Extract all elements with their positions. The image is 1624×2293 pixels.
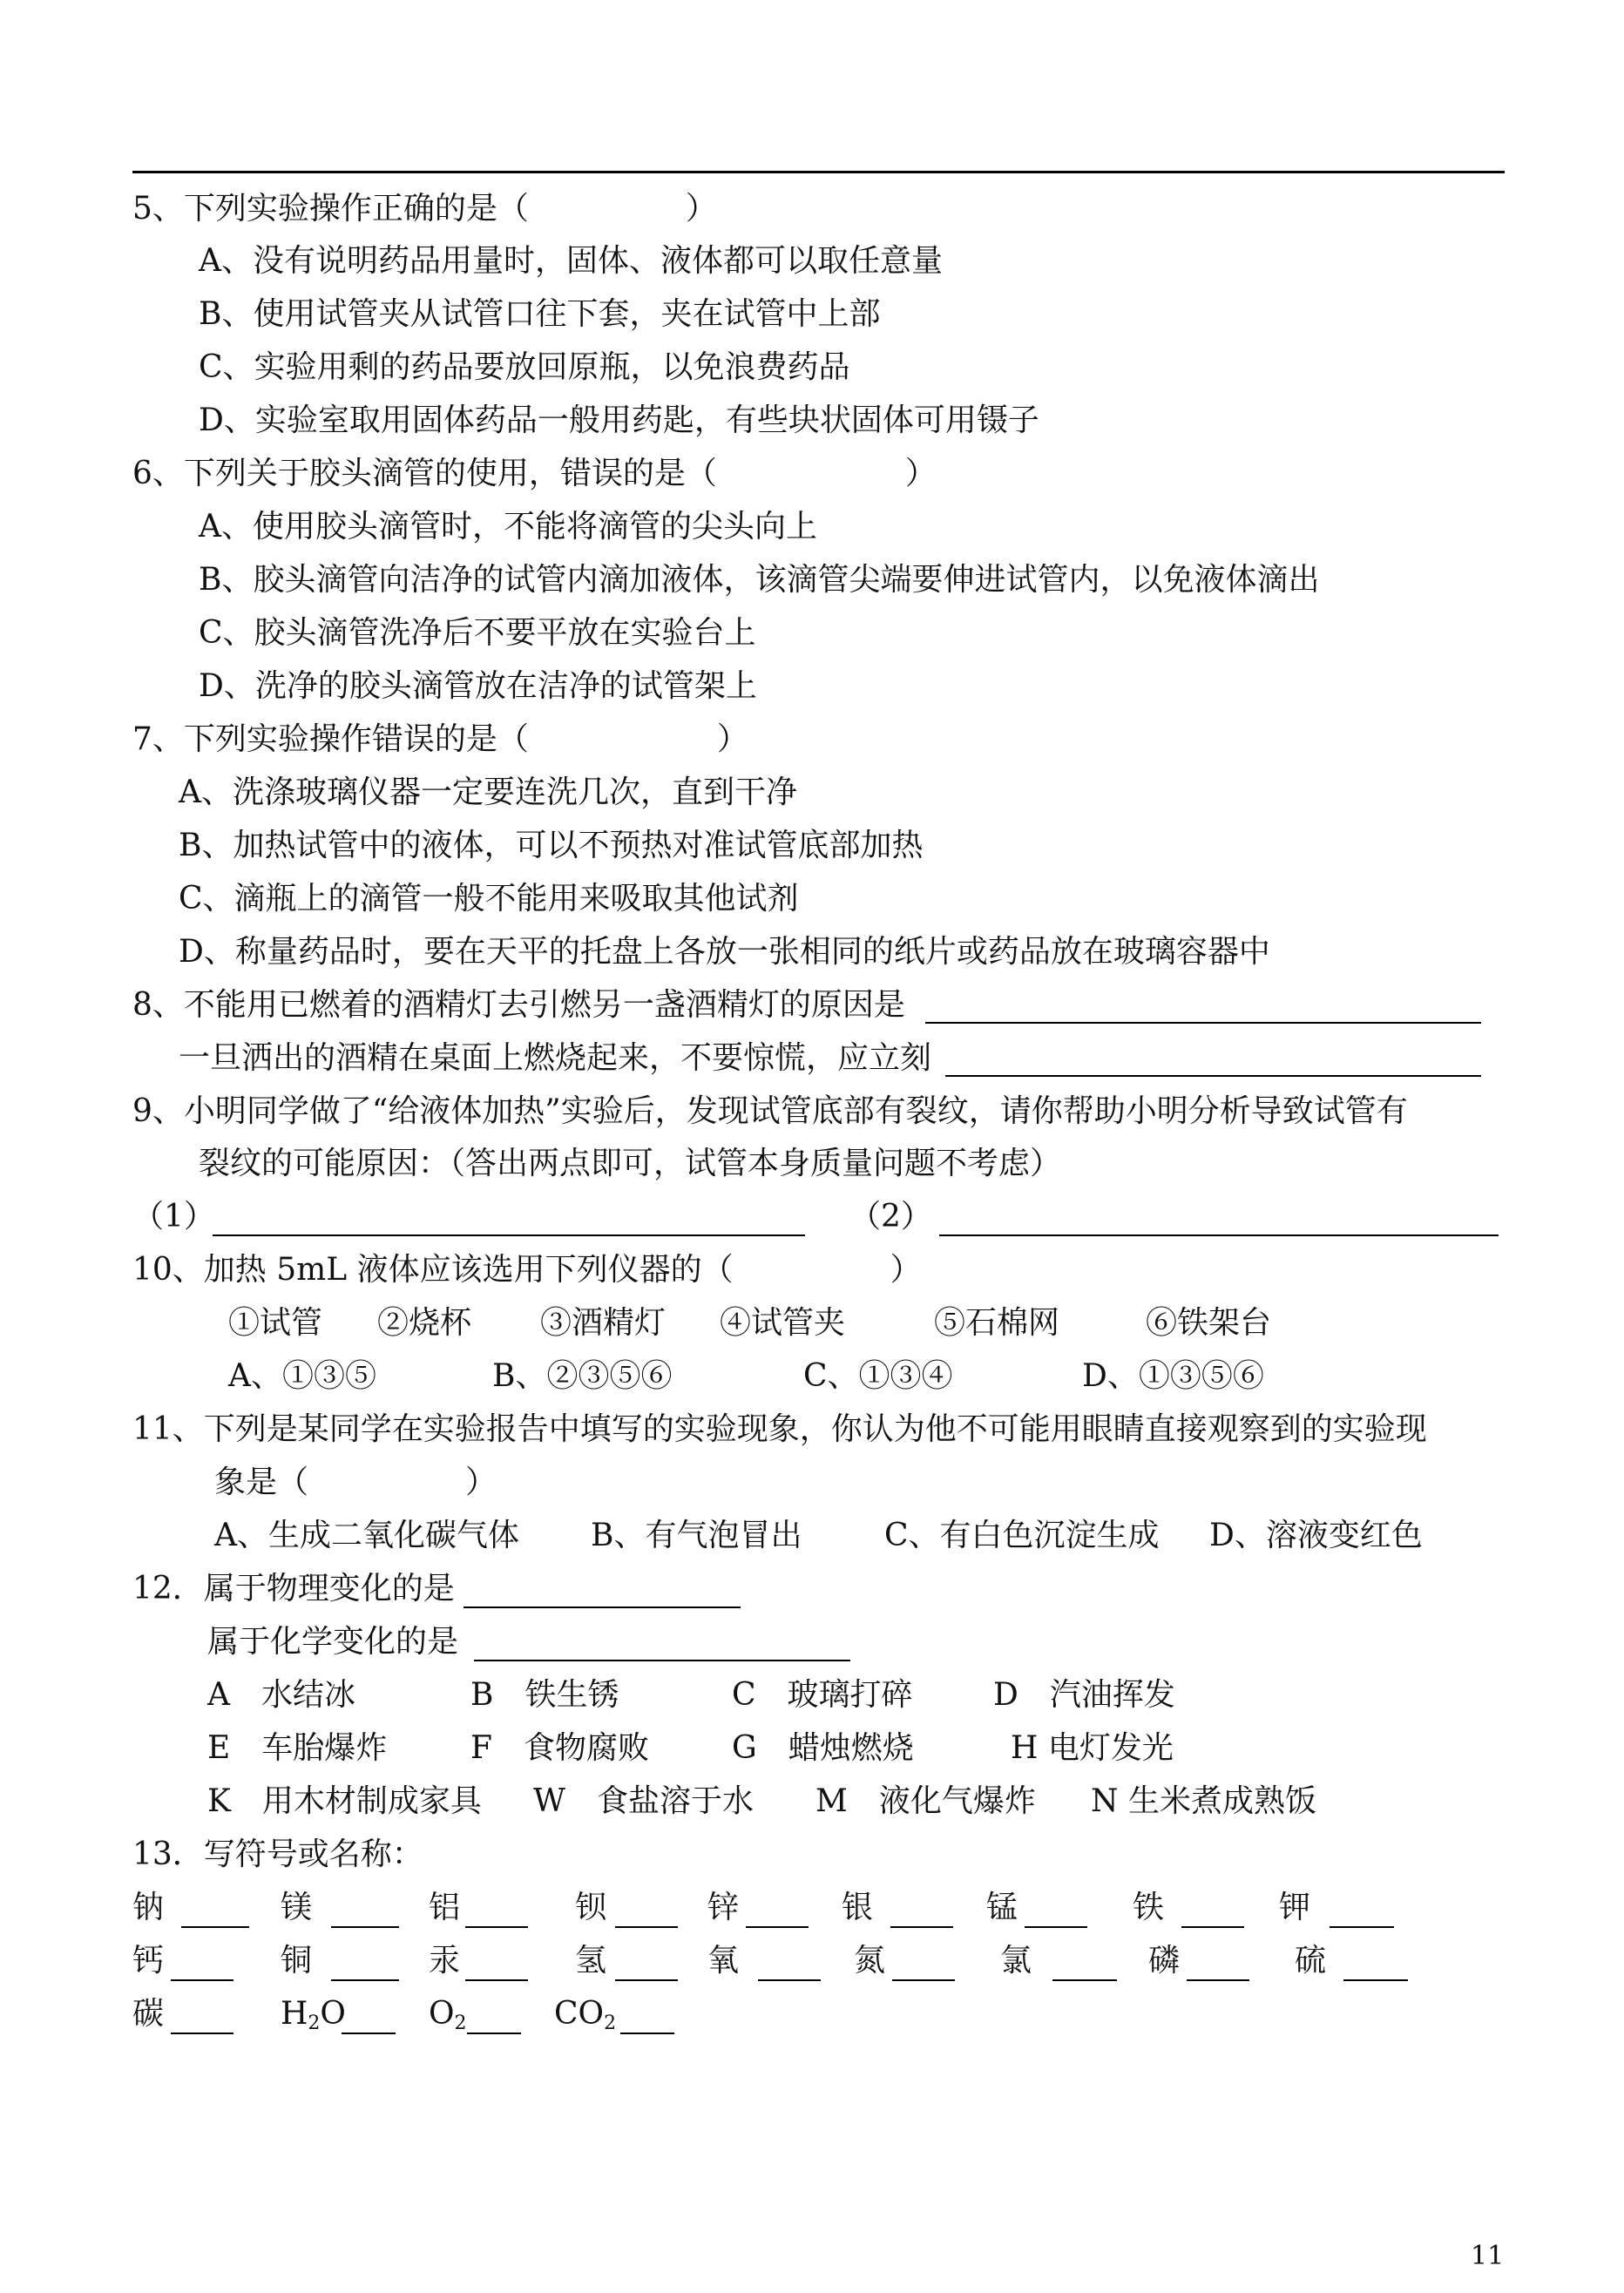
q7-stem: 7、下列实验操作错误的是（ ） (132, 721, 748, 757)
q5-option-b: B、使用试管夹从试管口往下套，夹在试管中上部 (199, 296, 881, 332)
q11-option-c: C、有白色沉淀生成 (884, 1518, 1160, 1553)
q13-blank-barium[interactable] (615, 1925, 678, 1928)
q13-element-zinc: 锌 (707, 1890, 740, 1925)
q13-element-aluminum: 铝 (429, 1890, 461, 1925)
q13-blank-o2[interactable] (467, 2032, 521, 2034)
q13-element-hydrogen: 氢 (575, 1943, 607, 1978)
page-number: 11 (1471, 2241, 1505, 2271)
q13-element-silver: 银 (842, 1890, 874, 1925)
q5-option-c: C、实验用剩的药品要放回原瓶，以免浪费药品 (199, 349, 850, 385)
q10-item-1: ①试管 (228, 1305, 323, 1341)
q13-formula-h2o (281, 1995, 346, 2043)
q10-item-3: ③酒精灯 (540, 1305, 667, 1341)
q9-answer-blank-2[interactable] (939, 1234, 1499, 1236)
q13-element-nitrogen: 氮 (854, 1943, 886, 1978)
o2-subscript: 2 (454, 2012, 467, 2034)
q10-item-5: ⑤石棉网 (934, 1305, 1060, 1341)
q10-option-d: D、①③⑤⑥ (1082, 1358, 1264, 1394)
q12-item-k: K 用木材制成家具 (207, 1783, 482, 1819)
q12-item-c: C 玻璃打碎 (732, 1677, 913, 1713)
q13-element-sulfur: 硫 (1295, 1943, 1327, 1978)
q11-line2: 象是（ ） (214, 1464, 497, 1500)
q13-element-carbon: 碳 (132, 1996, 165, 2032)
q9-label-1: （1） (132, 1199, 215, 1234)
q5-option-d: D、实验室取用固体药品一般用药匙，有些块状固体可用镊子 (199, 402, 1039, 438)
q5-option-a: A、没有说明药品用量时，固体、液体都可以取任意量 (199, 243, 943, 279)
q8-answer-blank-2[interactable] (945, 1074, 1481, 1077)
q13-blank-magnesium[interactable] (331, 1925, 399, 1928)
q11-line1: 11、下列是某同学在实验报告中填写的实验现象，你认为他不可能用眼睛直接观察到的实验现 (132, 1411, 1427, 1447)
q12-chemical-blank[interactable] (474, 1659, 850, 1661)
q13-element-mercury: 汞 (429, 1943, 461, 1978)
q12-physical-blank[interactable] (464, 1606, 741, 1608)
q11-option-a: A、生成二氧化碳气体 (214, 1518, 519, 1553)
q13-blank-sodium[interactable] (181, 1925, 249, 1928)
q10-item-4: ④试管夹 (720, 1305, 846, 1341)
q6-stem: 6、下列关于胶头滴管的使用，错误的是（ ） (132, 456, 937, 491)
q13-stem: 13．写符号或名称： (132, 1836, 423, 1872)
q13-blank-copper[interactable] (331, 1978, 399, 1981)
q13-formula-o2 (429, 1995, 467, 2043)
q13-element-magnesium: 镁 (281, 1890, 313, 1925)
q10-option-c: C、①③④ (803, 1358, 953, 1394)
q6-option-c: C、胶头滴管洗净后不要平放在实验台上 (199, 615, 756, 651)
co2-co: CO (554, 1996, 605, 2032)
q13-blank-chlorine[interactable] (1052, 1978, 1117, 1981)
q13-element-manganese: 锰 (986, 1890, 1018, 1925)
h2o-h: H (281, 1996, 308, 2032)
h2o-subscript: 2 (308, 2012, 321, 2034)
q13-blank-nitrogen[interactable] (892, 1978, 955, 1981)
q10-option-b: B、②③⑤⑥ (492, 1358, 673, 1394)
q13-blank-mercury[interactable] (465, 1978, 528, 1981)
q8-answer-blank-1[interactable] (925, 1021, 1481, 1024)
q12-item-w: W 食盐溶于水 (533, 1783, 754, 1819)
q11-option-b: B、有气泡冒出 (591, 1518, 802, 1553)
q12-item-e: E 车胎爆炸 (207, 1730, 388, 1766)
q13-blank-hydrogen[interactable] (615, 1978, 678, 1981)
o2-o: O (429, 1996, 455, 2032)
q8-line1: 8、不能用已燃着的酒精灯去引燃另一盏酒精灯的原因是 (132, 987, 905, 1023)
q10-item-2: ②烧杯 (377, 1305, 472, 1341)
q13-element-barium: 钡 (575, 1890, 607, 1925)
q7-option-b: B、加热试管中的液体，可以不预热对准试管底部加热 (179, 828, 924, 863)
q13-element-iron: 铁 (1133, 1890, 1165, 1925)
q7-option-d: D、称量药品时，要在天平的托盘上各放一张相同的纸片或药品放在玻璃容器中 (179, 934, 1270, 970)
q13-element-phosphorus: 磷 (1148, 1943, 1181, 1978)
q8-line2: 一旦洒出的酒精在桌面上燃烧起来，不要惊慌，应立刻 (179, 1040, 932, 1076)
q10-option-a: A、①③⑤ (228, 1358, 376, 1394)
q13-blank-oxygen[interactable] (758, 1978, 821, 1981)
q12-item-f: F 食物腐败 (470, 1730, 649, 1766)
q12-item-a: A 水结冰 (207, 1677, 355, 1713)
h2o-o: O (320, 1996, 346, 2032)
q9-answer-blank-1[interactable] (213, 1234, 805, 1236)
q7-option-c: C、滴瓶上的滴管一般不能用来吸取其他试剂 (179, 881, 799, 917)
q10-item-6: ⑥铁架台 (1146, 1305, 1272, 1341)
q13-blank-potassium[interactable] (1330, 1925, 1394, 1928)
q6-option-b: B、胶头滴管向洁净的试管内滴加液体，该滴管尖端要伸进试管内，以免液体滴出 (199, 562, 1320, 598)
q13-blank-iron[interactable] (1181, 1925, 1244, 1928)
q5-stem: 5、下列实验操作正确的是（ ） (132, 191, 717, 227)
q13-element-oxygen: 氧 (707, 1943, 740, 1978)
q13-blank-zinc[interactable] (746, 1925, 809, 1928)
q13-blank-carbon[interactable] (171, 2032, 233, 2034)
q13-blank-sulfur[interactable] (1343, 1978, 1408, 1981)
q13-blank-aluminum[interactable] (465, 1925, 528, 1928)
q13-blank-phosphorus[interactable] (1187, 1978, 1249, 1981)
q12-item-g: G 蜡烛燃烧 (732, 1730, 914, 1766)
q13-element-potassium: 钾 (1279, 1890, 1311, 1925)
q13-blank-calcium[interactable] (171, 1978, 233, 1981)
q13-blank-silver[interactable] (890, 1925, 953, 1928)
co2-subscript: 2 (604, 2012, 617, 2034)
q7-option-a: A、洗涤玻璃仪器一定要连洗几次，直到干净 (179, 774, 797, 810)
q13-element-sodium: 钠 (132, 1890, 165, 1925)
q6-option-d: D、洗净的胶头滴管放在洁净的试管架上 (199, 668, 757, 704)
q12-item-h: H 电灯发光 (1011, 1730, 1174, 1766)
q9-line2: 裂纹的可能原因：（答出两点即可，试管本身质量问题不考虑） (199, 1146, 1062, 1181)
q9-line1: 9、小明同学做了“给液体加热”实验后，发现试管底部有裂纹，请你帮助小明分析导致试管有 (132, 1093, 1408, 1129)
q6-option-a: A、使用胶头滴管时，不能将滴管的尖头向上 (199, 509, 817, 545)
q13-element-copper: 铜 (281, 1943, 313, 1978)
q13-formula-co2 (554, 1995, 616, 2043)
q13-blank-h2o[interactable] (342, 2032, 396, 2034)
q13-element-chlorine: 氯 (1000, 1943, 1032, 1978)
q13-element-calcium: 钙 (132, 1943, 165, 1978)
q12-item-d: D 汽油挥发 (993, 1677, 1175, 1713)
q13-blank-manganese[interactable] (1025, 1925, 1087, 1928)
q11-option-d: D、溶液变红色 (1209, 1518, 1423, 1553)
q10-stem: 10、加热 5mL 液体应该选用下列仪器的（ ） (132, 1252, 922, 1288)
q12-item-m: M 液化气爆炸 (815, 1783, 1036, 1819)
q9-label-2: （2） (849, 1199, 932, 1234)
q12-line2: 属于化学变化的是 (207, 1624, 459, 1660)
header-rule (132, 171, 1505, 173)
q13-blank-co2[interactable] (620, 2032, 674, 2034)
q12-line1: 12．属于物理变化的是 (132, 1571, 455, 1606)
q12-item-b: B 铁生锈 (470, 1677, 619, 1713)
q12-item-n: N 生米煮成熟饭 (1091, 1783, 1316, 1819)
